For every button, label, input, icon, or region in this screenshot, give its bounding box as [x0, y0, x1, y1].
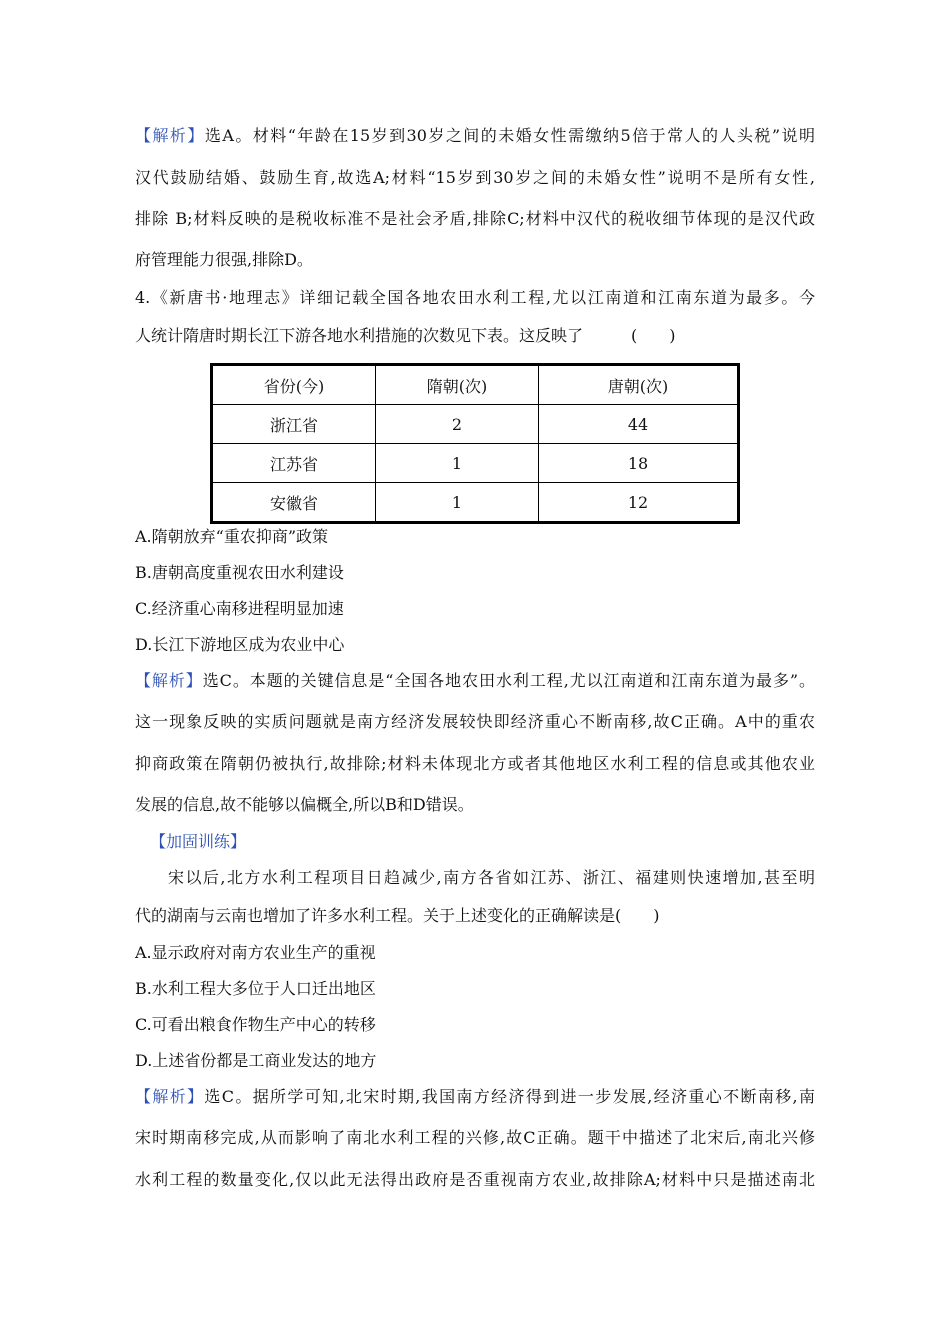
table-cell: 浙江省	[212, 405, 376, 444]
practice-option-d: D.上述省份都是工商业发达的地方	[135, 1051, 377, 1070]
table-header-row	[212, 365, 739, 405]
q4-stem-line-1: 4.《新唐书·地理志》详细记载全国各地农田水利工程,尤以江南道和江南东道为最多。今	[135, 288, 815, 307]
table-row	[212, 405, 739, 444]
practice-option-a: A.显示政府对南方农业生产的重视	[135, 943, 376, 962]
q3-analysis-line-3: 排除 B;材料反映的是税收标准不是社会矛盾,排除C;材料中汉代的税收细节体现的是汉代政	[135, 209, 815, 228]
q4-analysis-line-1: 【解析】选C。本题的关键信息是“全国各地农田水利工程,尤以江南道和江南东道为最多”。	[135, 671, 815, 690]
q4-data-table	[210, 363, 740, 524]
q4-stem-line-2: 人统计隋唐时期长江下游各地水利措施的次数见下表。这反映了 ( )	[135, 326, 676, 345]
practice-option-c: C.可看出粮食作物生产中心的转移	[135, 1015, 376, 1034]
q4-option-d: D.长江下游地区成为农业中心	[135, 635, 345, 654]
analysis-tag: 【解析】	[135, 671, 203, 690]
table-header-cell: 唐朝(次)	[539, 365, 739, 405]
table-row	[212, 444, 739, 483]
q3-analysis-line-2: 汉代鼓励结婚、鼓励生育,故选A;材料“15岁到30岁之间的未婚女性”说明不是所有女性,	[135, 168, 815, 187]
table-cell: 1	[376, 483, 539, 523]
q4-option-b: B.唐朝高度重视农田水利建设	[135, 563, 344, 582]
q4-option-a: A.隋朝放弃“重农抑商”政策	[135, 527, 329, 546]
q4-analysis-line-4: 发展的信息,故不能够以偏概全,所以B和D错误。	[135, 795, 474, 814]
practice-analysis-line-2: 宋时期南移完成,从而影响了南北水利工程的兴修,故C正确。题干中描述了北宋后,南北兴修	[135, 1128, 815, 1147]
q3-analysis-line-1: 【解析】选A。材料“年龄在15岁到30岁之间的未婚女性需缴纳5倍于常人的人头税”说明	[135, 126, 815, 145]
table-header-cell: 省份(今)	[212, 365, 376, 405]
practice-stem-line-1: 宋以后,北方水利工程项目日趋减少,南方各省如江苏、浙江、福建则快速增加,甚至明	[168, 868, 815, 887]
table-row	[212, 483, 739, 523]
q4-option-c: C.经济重心南移进程明显加速	[135, 599, 344, 618]
table-cell: 江苏省	[212, 444, 376, 483]
table-cell: 44	[539, 405, 739, 444]
practice-stem-line-2: 代的湖南与云南也增加了许多水利工程。关于上述变化的正确解读是( )	[135, 906, 660, 925]
analysis-tag: 【解析】	[135, 1087, 205, 1106]
q4-analysis-line-3: 抑商政策在隋朝仍被执行,故排除;材料未体现北方或者其他地区水利工程的信息或其他农业	[135, 754, 815, 773]
table-cell: 12	[539, 483, 739, 523]
table-cell: 2	[376, 405, 539, 444]
practice-analysis-line-3: 水利工程的数量变化,仅以此无法得出政府是否重视南方农业,故排除A;材料中只是描述南北	[135, 1170, 815, 1189]
practice-heading: 【加固训练】	[150, 832, 247, 851]
table-cell: 1	[376, 444, 539, 483]
q4-analysis-line-2: 这一现象反映的实质问题就是南方经济发展较快即经济重心不断南移,故C正确。A中的重农	[135, 712, 815, 731]
analysis-tag: 【解析】	[135, 126, 205, 145]
table-cell: 18	[539, 444, 739, 483]
q3-analysis-line-4: 府管理能力很强,排除D。	[135, 250, 313, 269]
practice-option-b: B.水利工程大多位于人口迁出地区	[135, 979, 376, 998]
table-header-cell: 隋朝(次)	[376, 365, 539, 405]
table-cell: 安徽省	[212, 483, 376, 523]
practice-analysis-line-1: 【解析】选C。据所学可知,北宋时期,我国南方经济得到进一步发展,经济重心不断南移,南	[135, 1087, 815, 1106]
